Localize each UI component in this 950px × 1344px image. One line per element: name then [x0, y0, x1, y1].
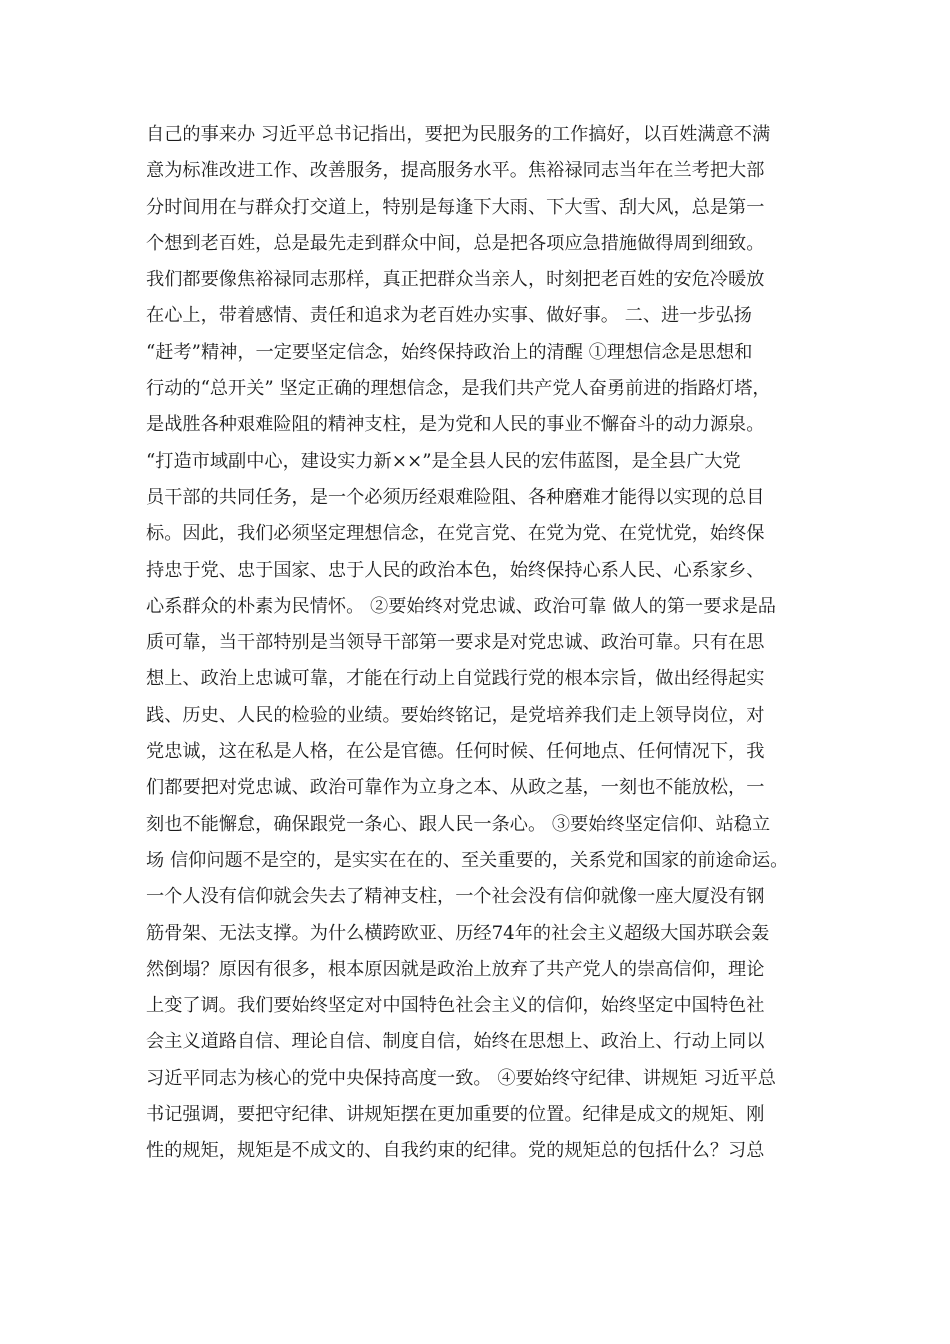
- text-line: 意为标准改进工作、改善服务，提高服务水平。焦裕禄同志当年在兰考把大部: [146, 160, 765, 182]
- text-line: 持忠于党、忠于国家、忠于人民的政治本色，始终保持心系人民、心系家乡、: [146, 559, 765, 581]
- text-line: 想上、政治上忠诚可靠，才能在行动上自觉践行党的根本宗旨，做出经得起实: [146, 668, 765, 690]
- text-line: 上变了调。我们要始终坚定对中国特色社会主义的信仰，始终坚定中国特色社: [146, 995, 765, 1017]
- text-line: 一个人没有信仰就会失去了精神支柱，一个社会没有信仰就像一座大厦没有钢: [146, 886, 765, 908]
- text-line: 标。因此，我们必须坚定理想信念，在党言党、在党为党、在党忧党，始终保: [146, 523, 765, 545]
- text-line: 践、历史、人民的检验的业绩。要始终铭记，是党培养我们走上领导岗位，对: [146, 704, 765, 726]
- text-line: 员干部的共同任务，是一个必须历经艰难险阻、各种磨难才能得以实现的总目: [146, 486, 765, 508]
- text-line: “赶考”精神，一定要坚定信念，始终保持政治上的清醒 ①理想信念是思想和: [146, 341, 753, 363]
- text-line: 会主义道路自信、理论自信、制度自信，始终在思想上、政治上、行动上同以: [146, 1031, 765, 1053]
- text-line: 自己的事来办 习近平总书记指出，要把为民服务的工作搞好，以百姓满意不满: [146, 124, 771, 145]
- text-line: 刻也不能懈怠，确保跟党一条心、跟人民一条心。 ③要始终坚定信仰、站稳立: [146, 813, 771, 835]
- text-line: 行动的“总开关” 坚定正确的理想信念，是我们共产党人奋勇前进的指路灯塔，: [146, 378, 771, 400]
- text-line: 党忠诚，这在私是人格，在公是官德。任何时候、任何地点、任何情况下，我: [146, 741, 765, 763]
- text-line: 心系群众的朴素为民情怀。 ②要始终对党忠诚、政治可靠 做人的第一要求是品: [146, 595, 776, 617]
- text-line: 在心上，带着感情、责任和追求为老百姓办实事、做好事。 二、进一步弘扬: [146, 305, 752, 327]
- text-line: 然倒塌？原因有很多，根本原因就是政治上放弃了共产党人的崇高信仰，理论: [146, 958, 765, 980]
- body-text: [146, 117, 826, 1170]
- text-line: 我们都要像焦裕禄同志那样，真正把群众当亲人，时刻把老百姓的安危冷暖放: [146, 269, 765, 291]
- text-line: 质可靠，当干部特别是当领导干部第一要求是对党忠诚、政治可靠。只有在思: [146, 632, 765, 654]
- text-line: 筋骨架、无法支撑。为什么横跨欧亚、历经74年的社会主义超级大国苏联会轰: [146, 922, 770, 944]
- text-line: 习近平同志为核心的党中央保持高度一致。 ④要始终守纪律、讲规矩 习近平总: [146, 1067, 776, 1089]
- text-line: 个想到老百姓，总是最先走到群众中间，总是把各项应急措施做得周到细致。: [146, 232, 765, 254]
- text-line: “打造市域副中心，建设实力新××”是全县人民的宏伟蓝图，是全县广大党: [146, 450, 741, 472]
- text-line: 书记强调，要把守纪律、讲规矩摆在更加重要的位置。纪律是成文的规矩、刚: [146, 1104, 765, 1126]
- text-line: 分时间用在与群众打交道上，特别是每逢下大雨、下大雪、刮大风，总是第一: [146, 196, 765, 218]
- text-line: 们都要把对党忠诚、政治可靠作为立身之本、从政之基，一刻也不能放松，一: [146, 777, 765, 799]
- text-line: 性的规矩，规矩是不成文的、自我约束的纪律。党的规矩总的包括什么？习总: [146, 1140, 765, 1162]
- text-line: 场 信仰问题不是空的，是实实在在的、至关重要的，关系党和国家的前途命运。: [146, 849, 789, 871]
- text-line: 是战胜各种艰难险阻的精神支柱，是为党和人民的事业不懈奋斗的动力源泉。: [146, 414, 765, 436]
